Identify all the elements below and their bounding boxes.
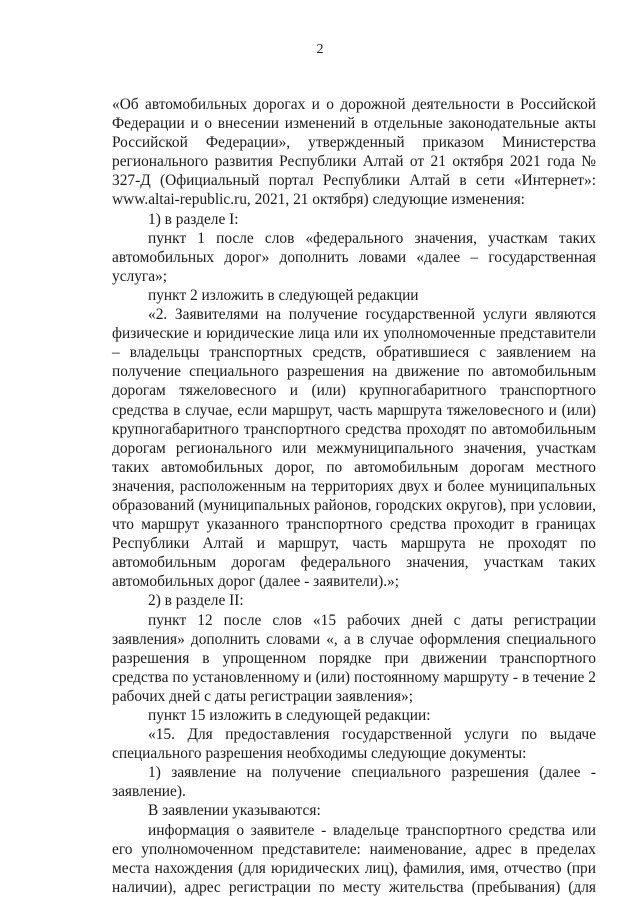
paragraph-section-1: 1) в разделе I:: [148, 210, 239, 228]
paragraph-item-2-text: «2. Заявителями на получение государственной услуги являются физические и юридические лица или их уполномоченные представители – владельцы транспортных средств, обратившиеся с заявлением на получение специального разрешения на движение по автомобильным дорогам тяжеловесного и (или) крупногабаритного транспортного средства в случае, если маршрут, часть маршрута тяжеловесного и (или) крупногабаритного транспортного средства проходят по автомобильным дорогам регионального или межмуниципального значения, участкам таких автомобильных дорог, по автомобильным дорогам местного значения, расположенным на территориях двух и более муниципальных образований (муниципальных районов, городских округов), при условии, что маршрут указанного транспортного средства проходит в границах Республики Алтай и маршрут, часть маршрута не проходят по автомобильным дорогам федерального значения, участкам таких автомобильных дорог (далее - заявители).»;: [112, 306, 596, 591]
paragraph-section-2: 2) в разделе II:: [148, 592, 244, 610]
paragraph-act-title: «Об автомобильных дорогах и о дорожной деятельности в Российской Федерации и о внесении изменений в отдельные законодательные акты Российской Федерации», утвержденный приказом Министерства регионального развития Республики Алтай от 21 октября 2021 года № 327-Д (Официальный портал Республики Алтай в сети «Интернет»: www.altai-republic.ru, 2021, 21 октября) следующие изменения:: [112, 96, 596, 209]
paragraph-item-15-intro: пункт 15 изложить в следующей редакции:: [148, 707, 431, 724]
paragraph-applicant-info: информация о заявителе - владельце транспортного средства или его уполномоченном представителе: наименование, адрес в пределах места нахождения (для юридических лиц), фамилия, имя, отчество (при наличии), адрес регистрации по месту жительства (пребывания) (для: [112, 821, 596, 896]
paragraph-item-12: пункт 12 после слов «15 рабочих дней с даты регистрации заявления» дополнить словами «, а в случае оформления специального разрешения в упрощенном порядке при движении транспортного средства по установленному и (или) постоянному маршруту - в течение 2 рабочих дней с даты регистрации заявления»;: [112, 611, 596, 705]
paragraph-item-15-text: «15. Для предоставления государственной услуги по выдаче специального разрешения необходимы следующие документы:: [112, 726, 596, 763]
page-number: 2: [316, 42, 324, 57]
document-body: [112, 95, 596, 897]
paragraph-item-2-intro: пункт 2 изложить в следующей редакции: [148, 286, 419, 304]
paragraph-application: 1) заявление на получение специального разрешения (далее - заявление).: [112, 764, 596, 801]
paragraph-application-contents: В заявлении указываются:: [148, 802, 321, 820]
paragraph-item-1: пункт 1 после слов «федерального значения, участкам таких автомобильных дорог» дополнить ловами «далее – государственная услуга»;: [112, 229, 596, 285]
